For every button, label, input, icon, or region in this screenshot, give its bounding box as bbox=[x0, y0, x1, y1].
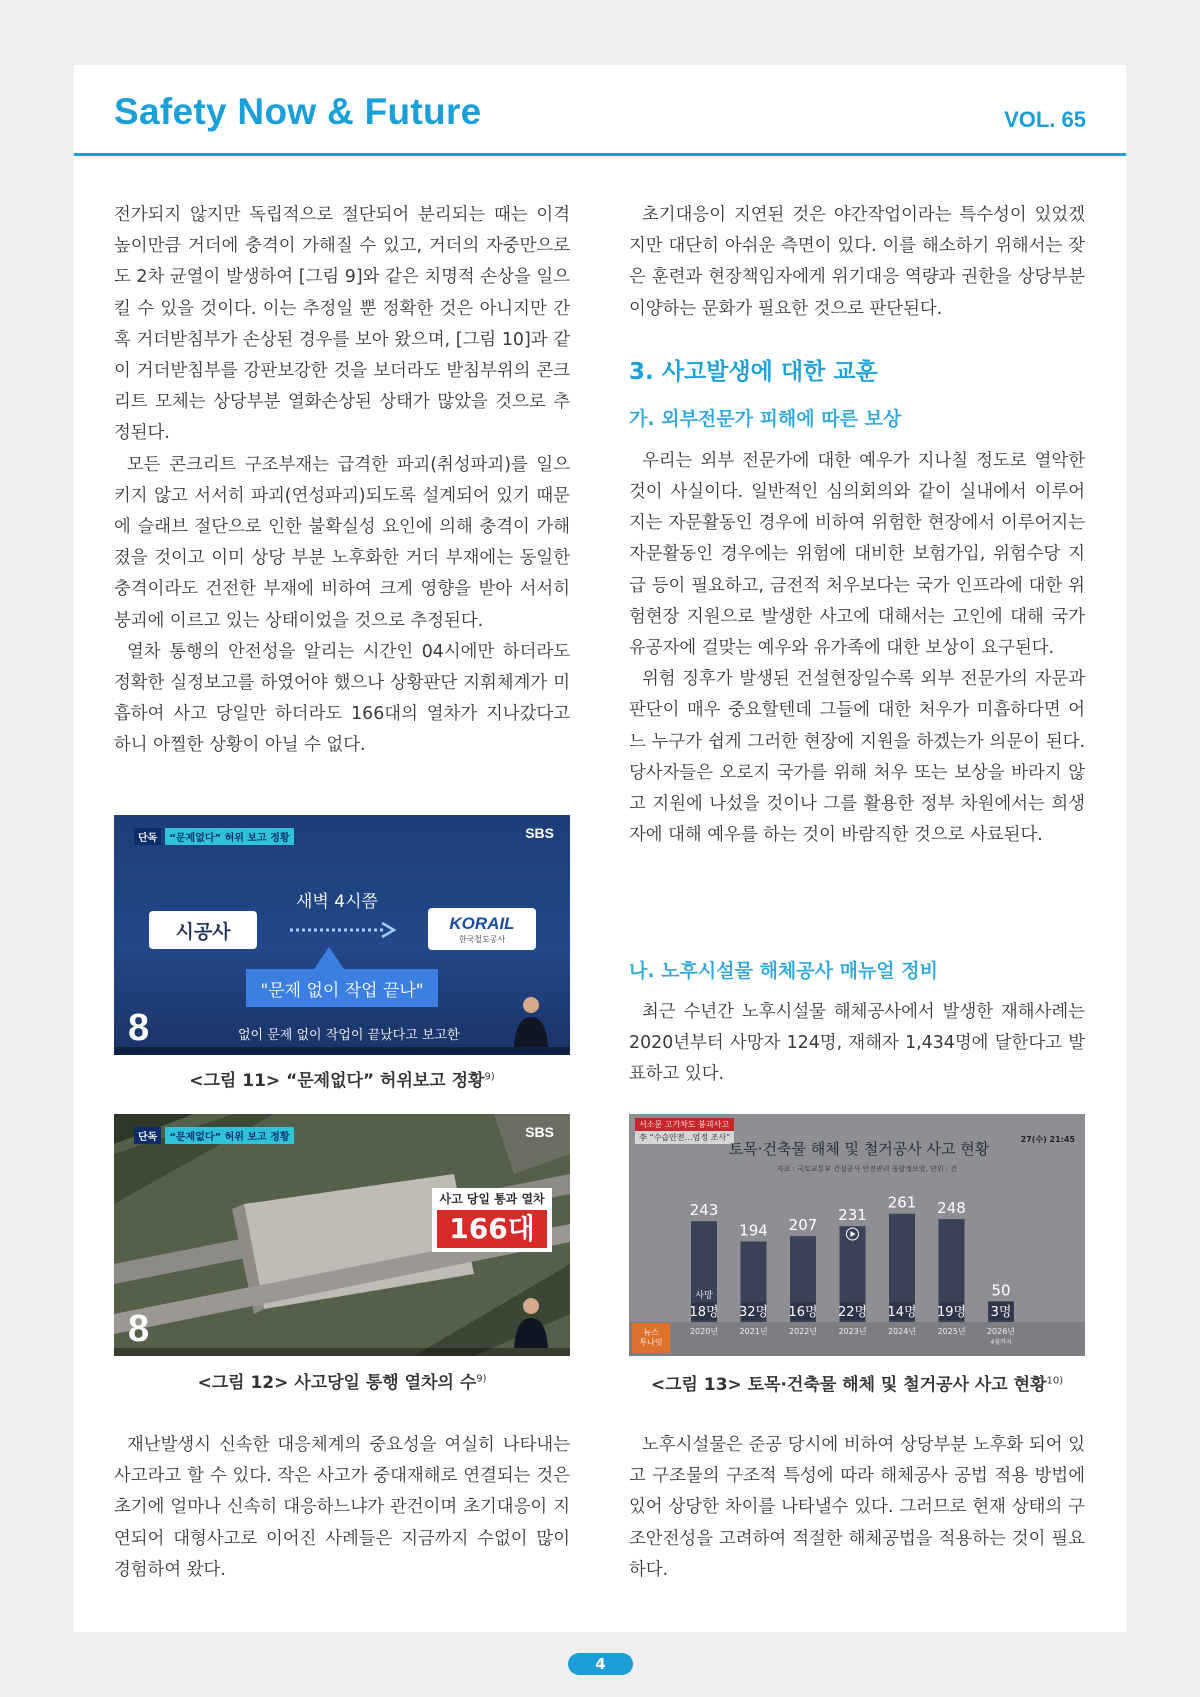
news-tag-primary: 서소문 고가차도 붕괴사고 bbox=[635, 1118, 734, 1131]
train-count-value: 166대 bbox=[437, 1210, 547, 1248]
caption-text: <그림 12> 사고당일 통행 열차의 수 bbox=[197, 1373, 477, 1393]
figure-12-caption bbox=[114, 1368, 570, 1393]
paragraph: 위험 징후가 발생된 건설현장일수록 외부 전문가의 자문과 판단이 매우 중요할텐데 그들에 대한 처우가 미흡하다면 어느 누구가 쉽게 그러한 현장에 지원을 하겠는가 의문이 된다. 당사자들은 오로지 국가를 위해 처우 또는 보상을 바라지 않고 지원에 나섰을 것이나 그를 활용한 정부 차원에서는 희생자에 대해 예우를 하는 것이 바람직한 것으로 사료된다. bbox=[629, 669, 1085, 846]
time-label: 새벽 4시쯤 bbox=[296, 892, 378, 912]
page-number: 4 bbox=[568, 1653, 633, 1675]
paragraph: 노후시설물은 준공 당시에 비하여 상당부분 노후화 되어 있고 구조물의 구조적 특성에 따라 해체공사 공법 적용 방법에 있어 상당한 차이를 나타낼수 있다. 그러므로 현재 상태의 구조안전성을 고려하여 적절한 해체공법을 적용하는 것이 필요하다. bbox=[629, 1435, 1085, 1580]
korail-box bbox=[428, 908, 536, 950]
news-logo-text: 투나잇 bbox=[639, 1338, 663, 1347]
figure-11 bbox=[114, 815, 570, 1055]
paragraph: 열차 통행의 안전성을 알리는 시간인 04시에만 하더라도 정확한 실정보고를 하였어야 했으나 상황판단 지휘체계가 미흡하여 사고 당일만 하더라도 166대의 열차가 지나갔다고 하니 아찔한 상황이 아닐 수 없다. bbox=[114, 641, 570, 756]
news-tag bbox=[134, 1127, 294, 1144]
news-video-frame[interactable] bbox=[114, 815, 570, 1055]
train-count-box bbox=[432, 1188, 552, 1252]
volume-number: VOL. 65 bbox=[1004, 107, 1086, 132]
contractor-box bbox=[149, 911, 257, 949]
magazine-title: Safety Now & Future bbox=[114, 91, 482, 132]
korail-logo: KORAIL bbox=[449, 913, 515, 933]
news-logo-text: 뉴스 bbox=[643, 1328, 659, 1337]
channel-logo: 8 bbox=[128, 1308, 150, 1350]
death-count-label: 14명 bbox=[887, 1305, 917, 1320]
bar-value-label: 243 bbox=[689, 1201, 719, 1220]
caption-text: <그림 11> “문제없다” 허위보고 정황 bbox=[189, 1071, 485, 1091]
contractor-label: 시공사 bbox=[175, 920, 231, 943]
subsection-heading: 나. 노후시설물 해체공사 매뉴얼 정비 bbox=[629, 960, 938, 982]
arrow-icon bbox=[290, 921, 400, 939]
paragraph: 전가되지 않지만 독립적으로 절단되어 분리되는 때는 이격 높이만큼 거더에 충격이 가해질 수 있고, 거더의 자중만으로도 2차 균열이 발생하여 [그림 9]와 같은 치명적 손상을 일으킬 수 있을 것이다. 이는 추정일 뿐 정확한 것은 아니지만 간혹 거더받침부가 손상된 경우를 보아 왔으며, [그림 10]과 같이 거더받침부를 강판보강한 것을 보더라도 받침부위의 콘크리트 모체는 상당부분 열화손상된 상태가 많았을 것으로 추정된다. bbox=[114, 205, 570, 444]
news-chart-frame[interactable] bbox=[629, 1114, 1085, 1356]
x-tick-label: 2020년 bbox=[689, 1327, 719, 1336]
figure-13 bbox=[629, 1114, 1085, 1356]
broadcaster-logo: SBS bbox=[525, 825, 554, 841]
paragraph: 초기대응이 지연된 것은 야간작업이라는 특수성이 있었겠지만 대단히 아쉬운 측면이 있다. 이를 해소하기 위해서는 잦은 훈련과 현장책임자에게 위기대응 역량과 권한을 상당부분 이양하는 문화가 필요한 것으로 판단된다. bbox=[629, 205, 1085, 319]
x-tick-label: 2024년 bbox=[887, 1327, 917, 1336]
paragraph: 재난발생시 신속한 대응체계의 중요성을 여실히 나타내는 사고라고 할 수 있다. 작은 사고가 중대재해로 연결되는 것은 초기에 얼마나 신속히 대응하느냐가 관건이며 초기대응이 지연되어 대형사고로 이어진 사례들은 지금까지 수없이 많이 경험하여 왔다. bbox=[114, 1435, 570, 1580]
death-count-label: 18명 bbox=[689, 1305, 719, 1320]
right-bottom-column bbox=[629, 1430, 1085, 1586]
quote-box bbox=[246, 969, 438, 1007]
death-count-label: 16명 bbox=[788, 1305, 818, 1320]
train-count-title: 사고 당일 통과 열차 bbox=[439, 1192, 545, 1206]
channel-logo: 8 bbox=[128, 1007, 150, 1049]
paragraph: 최근 수년간 노후시설물 해체공사에서 발생한 재해사례는 2020년부터 사망자 124명, 재해자 1,434명에 달한다고 발표하고 있다. bbox=[629, 1002, 1085, 1085]
death-prefix-label: 사망 bbox=[695, 1291, 713, 1301]
subtitle-text: 없이 문제 없이 작업이 끝났다고 보고한 bbox=[238, 1028, 460, 1043]
bar-value-label: 248 bbox=[937, 1199, 966, 1218]
left-bottom-column bbox=[114, 1430, 570, 1586]
right-column-sub-b bbox=[629, 957, 1085, 1091]
chart-title: 토목·건축물 해체 및 철거공사 사고 현황 bbox=[728, 1140, 990, 1158]
paragraph: 우리는 외부 전문가에 대한 예우가 지나칠 정도로 열악한 것이 사실이다. 일반적인 심의회의와 같이 실내에서 이루어지는 자문활동인 경우에 비하여 위험한 현장에서 이루어지는 자문활동인 경우에는 위험에 대비한 보험가입, 위험수당 지급 등이 필요하고, 금전적 처우보다는 국가 인프라에 대한 위험현장 지원으로 발생한 사고에 대해서는 고인에 대해 국가유공자에 걸맞는 예우와 유가족에 대한 보상이 요구된다. bbox=[629, 450, 1085, 659]
chart-subtitle: 자료 : 국토교통부 건설공사 안전관리 종합정보망, 단위 : 건 bbox=[776, 1165, 958, 1173]
broadcast-time: 27(수) 21:45 bbox=[1020, 1135, 1075, 1144]
bar-value-label: 231 bbox=[838, 1206, 867, 1225]
quote-text: "문제 없이 작업 끝나" bbox=[260, 980, 424, 1001]
x-tick-label: 2023년 bbox=[838, 1327, 867, 1336]
exclusive-tag: 단독 bbox=[134, 1127, 161, 1144]
sign-language-interpreter bbox=[510, 1292, 552, 1348]
bar-value-label: 261 bbox=[887, 1193, 917, 1212]
x-tick-note: 4월까지 bbox=[990, 1339, 1012, 1346]
broadcaster-logo: SBS bbox=[525, 1124, 554, 1140]
x-tick-label: 2022년 bbox=[788, 1327, 818, 1336]
figure-13-caption bbox=[629, 1370, 1085, 1395]
death-count-label: 22명 bbox=[837, 1305, 868, 1320]
sign-language-interpreter bbox=[510, 991, 552, 1047]
bar-value-label: 194 bbox=[739, 1221, 768, 1240]
headline-tag: “문제없다” 허위 보고 정황 bbox=[165, 828, 293, 845]
speech-pointer bbox=[314, 947, 344, 969]
korail-subtitle: 한국철도공사 bbox=[458, 934, 506, 944]
figure-11-caption bbox=[114, 1066, 570, 1091]
headline-tag: “문제없다” 허위 보고 정황 bbox=[165, 1127, 293, 1144]
figure-12 bbox=[114, 1114, 570, 1356]
x-tick-label: 2025년 bbox=[937, 1327, 966, 1336]
masthead bbox=[74, 65, 1126, 156]
bar-value-label: 207 bbox=[788, 1216, 818, 1235]
news-tag bbox=[134, 828, 294, 845]
death-count-label: 3명 bbox=[990, 1305, 1012, 1320]
paragraph: 모든 콘크리트 구조부재는 급격한 파괴(취성파괴)를 일으키지 않고 서서히 파괴(연성파괴)되도록 설계되어 있기 때문에 슬래브 절단으로 인한 불확실성 요인에 의해 충격이 가해졌을 것이고 이미 상당 부분 노후화한 거더 부재에는 동일한 충격이라도 건전한 부재에 비하여 크게 영향을 받아 서서히 붕괴에 이르고 있는 상태이었을 것으로 추정된다. bbox=[114, 454, 570, 631]
caption-text: <그림 13> 토목·건축물 해체 및 철거공사 사고 현황 bbox=[650, 1375, 1047, 1395]
video-progress-bar[interactable] bbox=[114, 1047, 570, 1055]
death-count-label: 32명 bbox=[738, 1305, 769, 1320]
video-progress-bar[interactable] bbox=[114, 1348, 570, 1356]
footnote-ref: 10) bbox=[1046, 1375, 1064, 1387]
left-column bbox=[114, 200, 570, 762]
page bbox=[74, 65, 1126, 1632]
exclusive-tag: 단독 bbox=[134, 828, 161, 845]
news-program-logo bbox=[632, 1323, 670, 1353]
section-heading: 3. 사고발생에 대한 교훈 bbox=[629, 358, 878, 385]
footnote-ref: 9) bbox=[476, 1373, 487, 1385]
x-tick-label: 2021년 bbox=[739, 1327, 768, 1336]
footnote-ref: 9) bbox=[484, 1071, 495, 1083]
right-column bbox=[629, 200, 1085, 851]
death-count-label: 19명 bbox=[936, 1305, 967, 1320]
bar-chart bbox=[629, 1114, 1085, 1356]
news-tag-secondary: 李 “수습안전…엄정 조사” bbox=[635, 1131, 734, 1144]
news-video-frame[interactable] bbox=[114, 1114, 570, 1356]
subsection-heading: 가. 외부전문가 피해에 따른 보상 bbox=[629, 407, 902, 430]
x-tick-label: 2026년 bbox=[986, 1327, 1016, 1336]
bar-value-label: 50 bbox=[991, 1281, 1011, 1300]
